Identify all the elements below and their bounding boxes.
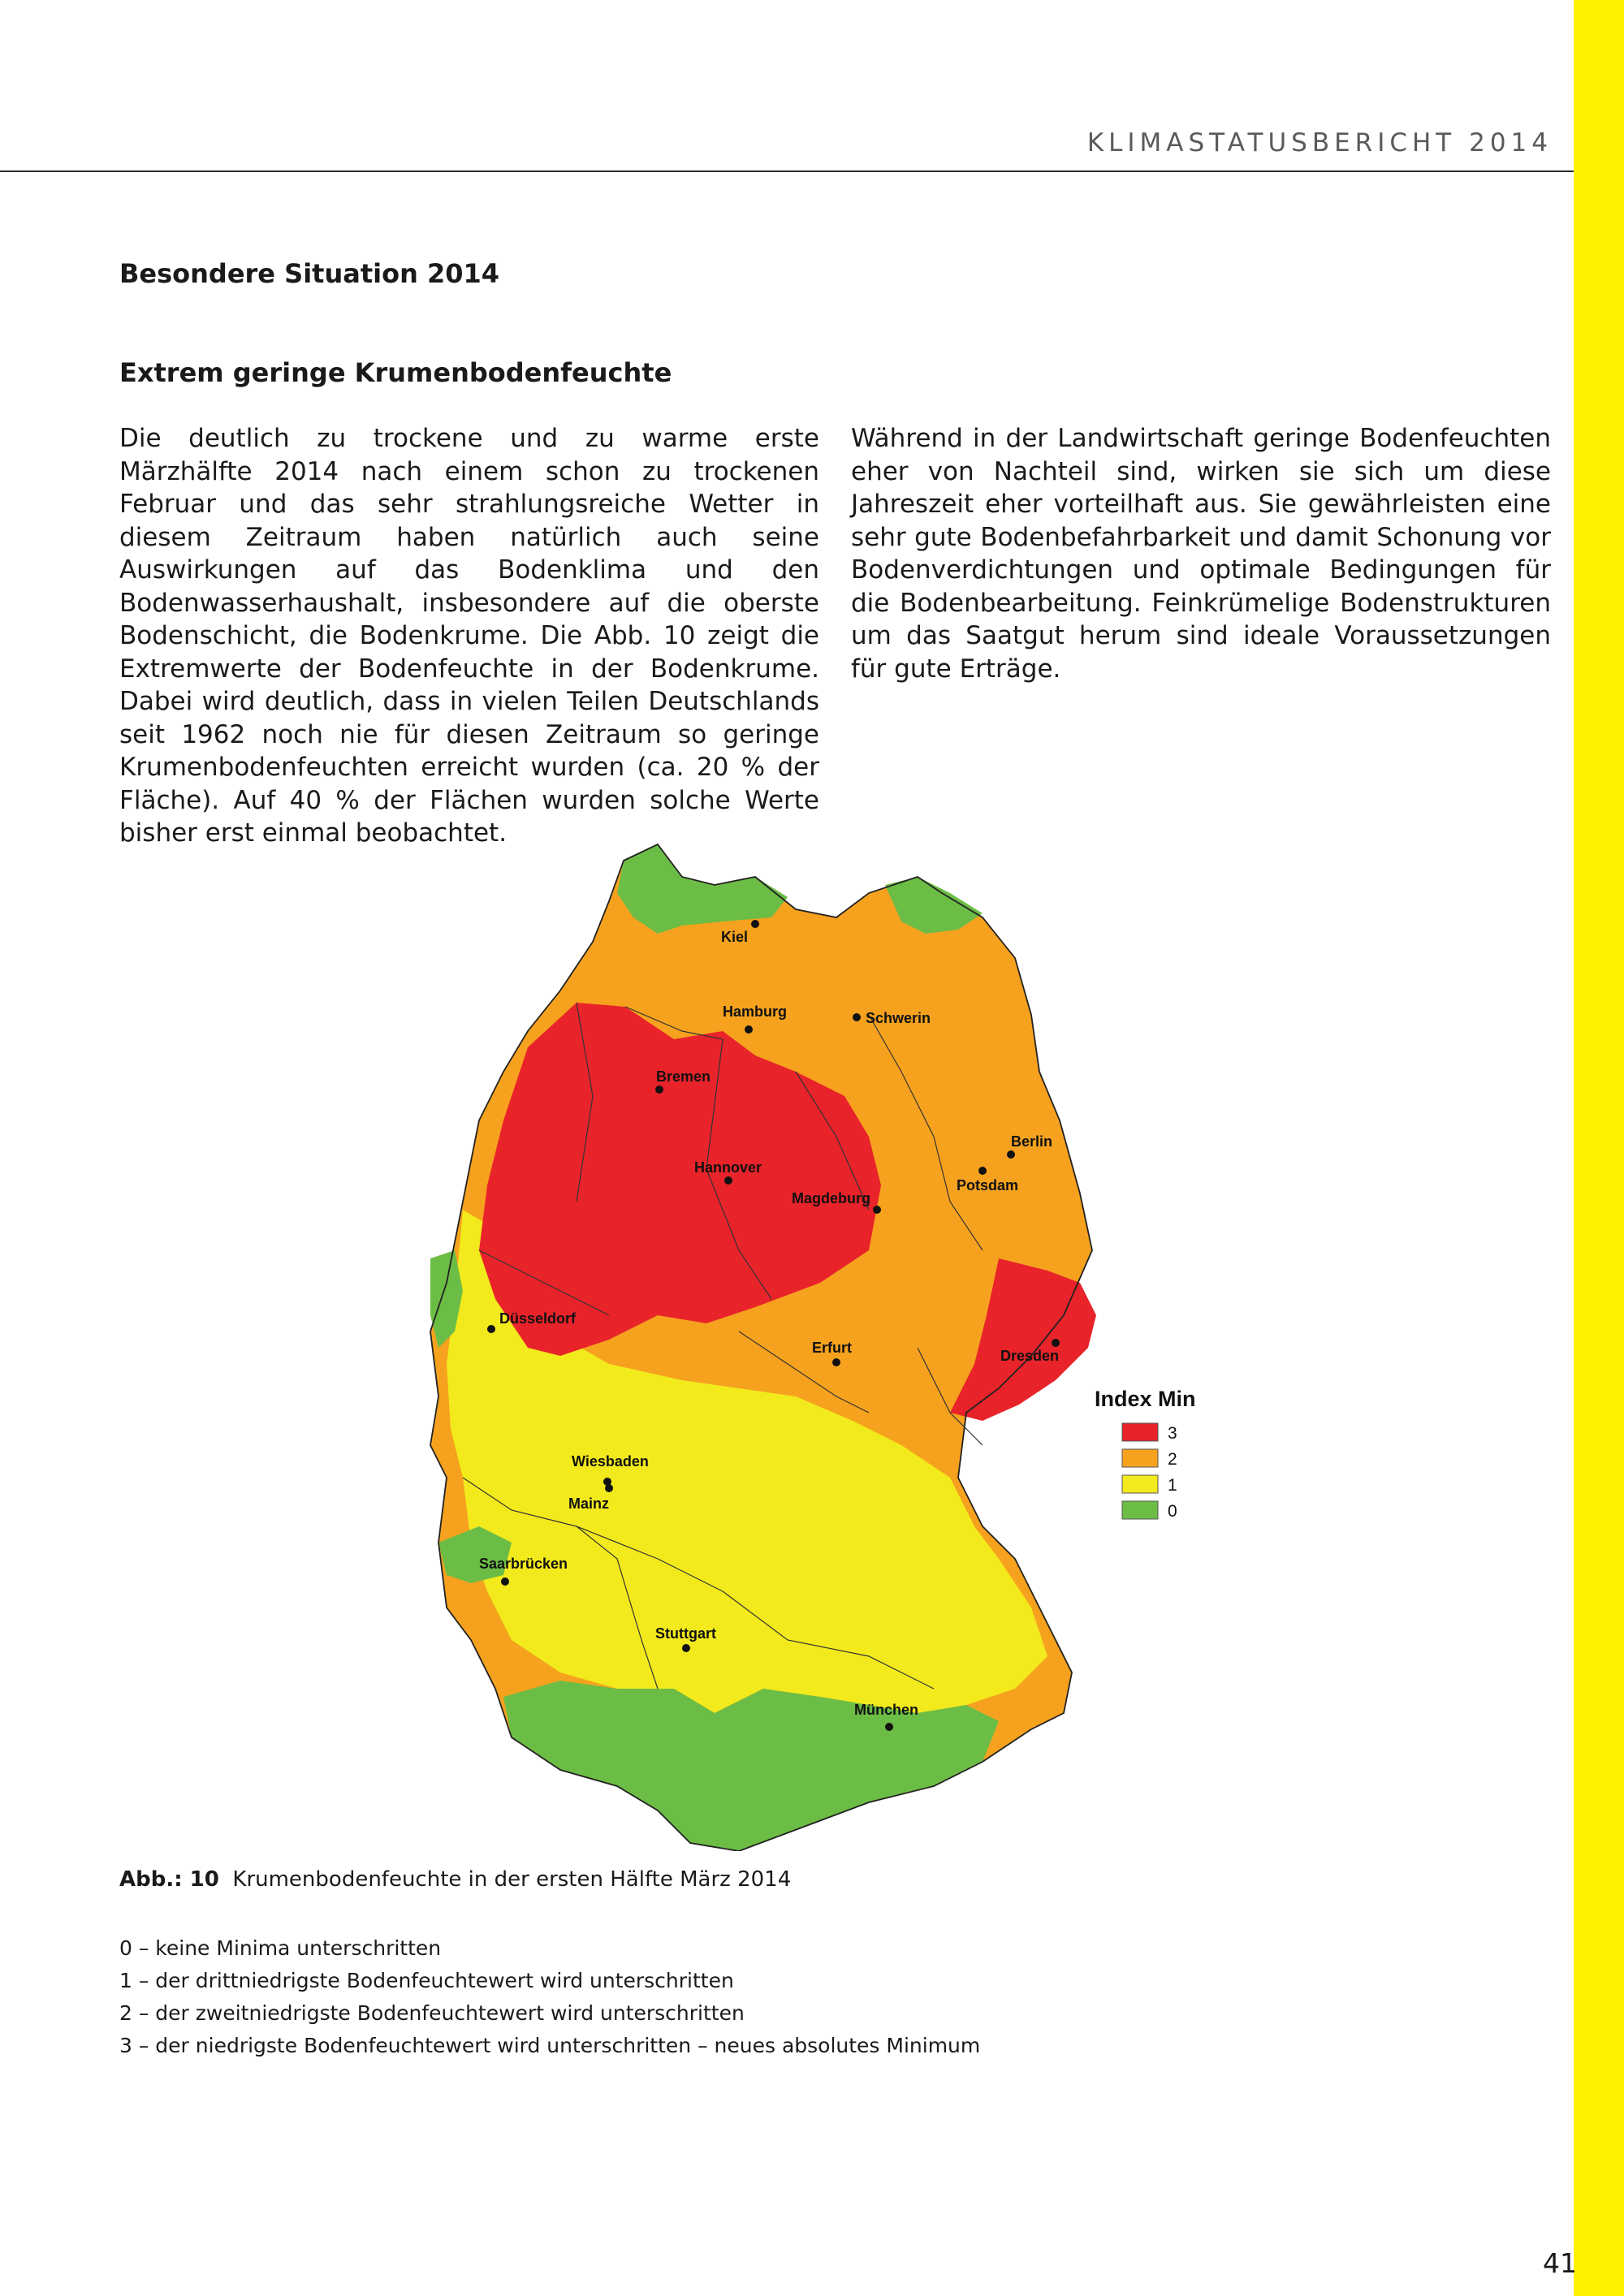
legend-title: Index Min [1095, 1387, 1196, 1411]
legend-swatch-0 [1122, 1501, 1158, 1519]
figure-caption [119, 1867, 791, 1892]
header-title: KLIMASTATUSBERICHT 2014 [1086, 128, 1553, 158]
svg-text:Saarbrücken: Saarbrücken [479, 1556, 568, 1572]
map-legend [1095, 1387, 1196, 1521]
page-number: 41 [1543, 2247, 1577, 2279]
svg-text:Erfurt: Erfurt [812, 1340, 852, 1356]
svg-text:Magdeburg: Magdeburg [792, 1190, 870, 1206]
svg-text:Wiesbaden: Wiesbaden [572, 1453, 649, 1470]
soil-moisture-map [414, 828, 1210, 1851]
right-column [851, 422, 1551, 685]
svg-text:Kiel: Kiel [721, 929, 749, 945]
left-column [119, 422, 819, 850]
caption-text: Krumenbodenfeuchte in der ersten Hälfte März 2014 [232, 1867, 792, 1892]
legend-label-3: 3 [1168, 1424, 1177, 1443]
legend-note: 3 – der niedrigste Bodenfeuchtewert wird unterschritten – neues absolutes Minimum [119, 2034, 981, 2057]
legend-swatch-2 [1122, 1449, 1158, 1467]
svg-text:München: München [854, 1702, 918, 1718]
legend-label-0: 0 [1168, 1502, 1177, 1521]
subsection-title: Extrem geringe Krumenbodenfeuchte [119, 357, 672, 388]
legend-label-2: 2 [1168, 1450, 1177, 1469]
svg-text:Bremen: Bremen [656, 1068, 711, 1085]
legend-swatch-1 [1122, 1475, 1158, 1493]
svg-text:Mainz: Mainz [568, 1495, 610, 1512]
svg-text:Stuttgart: Stuttgart [655, 1625, 716, 1642]
svg-text:Dresden: Dresden [1000, 1348, 1060, 1364]
svg-text:Hamburg: Hamburg [723, 1003, 788, 1020]
legend-label-1: 1 [1168, 1476, 1177, 1495]
legend-swatch-3 [1122, 1423, 1158, 1441]
right-paragraph: Während in der Landwirtschaft geringe Bodenfeuchten eher von Nachteil sind, wirken sie sich um diese Jahreszeit eher vorteilhaft aus. Sie gewährleisten eine sehr gute Bodenbefahrbarkeit und damit Schonung vor Bodenverdichtungen und optimale Bedingungen für die Bodenbearbeitung. Feinkrümelige Bodenstrukturen um das Saatgut herum sind ideale Voraussetzungen für gute Erträge. [851, 424, 1551, 684]
svg-text:Düsseldorf: Düsseldorf [499, 1310, 577, 1327]
legend-note: 2 – der zweitniedrigste Bodenfeuchtewert wird unterschritten [119, 2001, 745, 2025]
header-divider [0, 170, 1574, 172]
caption-label: Abb.: 10 [119, 1867, 219, 1892]
svg-text:Schwerin: Schwerin [866, 1010, 931, 1026]
legend-note: 1 – der drittniedrigste Bodenfeuchtewert wird unterschritten [119, 1969, 734, 1992]
section-title: Besondere Situation 2014 [119, 258, 500, 289]
legend-notes [119, 1932, 980, 2062]
legend-note: 0 – keine Minima unterschritten [119, 1936, 442, 1960]
left-paragraph: Die deutlich zu trockene und zu warme erste Märzhälfte 2014 nach einem schon zu trockenen Februar und das sehr strahlungsreiche Wetter in diesem Zeitraum haben natürlich auch seine Auswirkungen auf das Bodenklima und den Bodenwasserhaushalt, insbesondere auf die oberste Bodenschicht, die Bodenkrume. Die Abb. 10 zeigt die Extremwerte der Bodenfeuchte in der Bodenkrume. Dabei wird deutlich, dass in vielen Teilen Deutschlands seit 1962 noch nie für diesen Zeitraum so geringe Krumenbodenfeuchten erreicht wurden (ca. 20 % der Fläche). Auf 40 % der Flächen wurden solche Werte bisher erst einmal beobachtet. [119, 424, 819, 848]
svg-text:Hannover: Hannover [694, 1159, 762, 1176]
yellow-side-bar [1574, 0, 1624, 2296]
svg-text:Potsdam: Potsdam [957, 1177, 1019, 1193]
svg-text:Berlin: Berlin [1011, 1133, 1053, 1150]
